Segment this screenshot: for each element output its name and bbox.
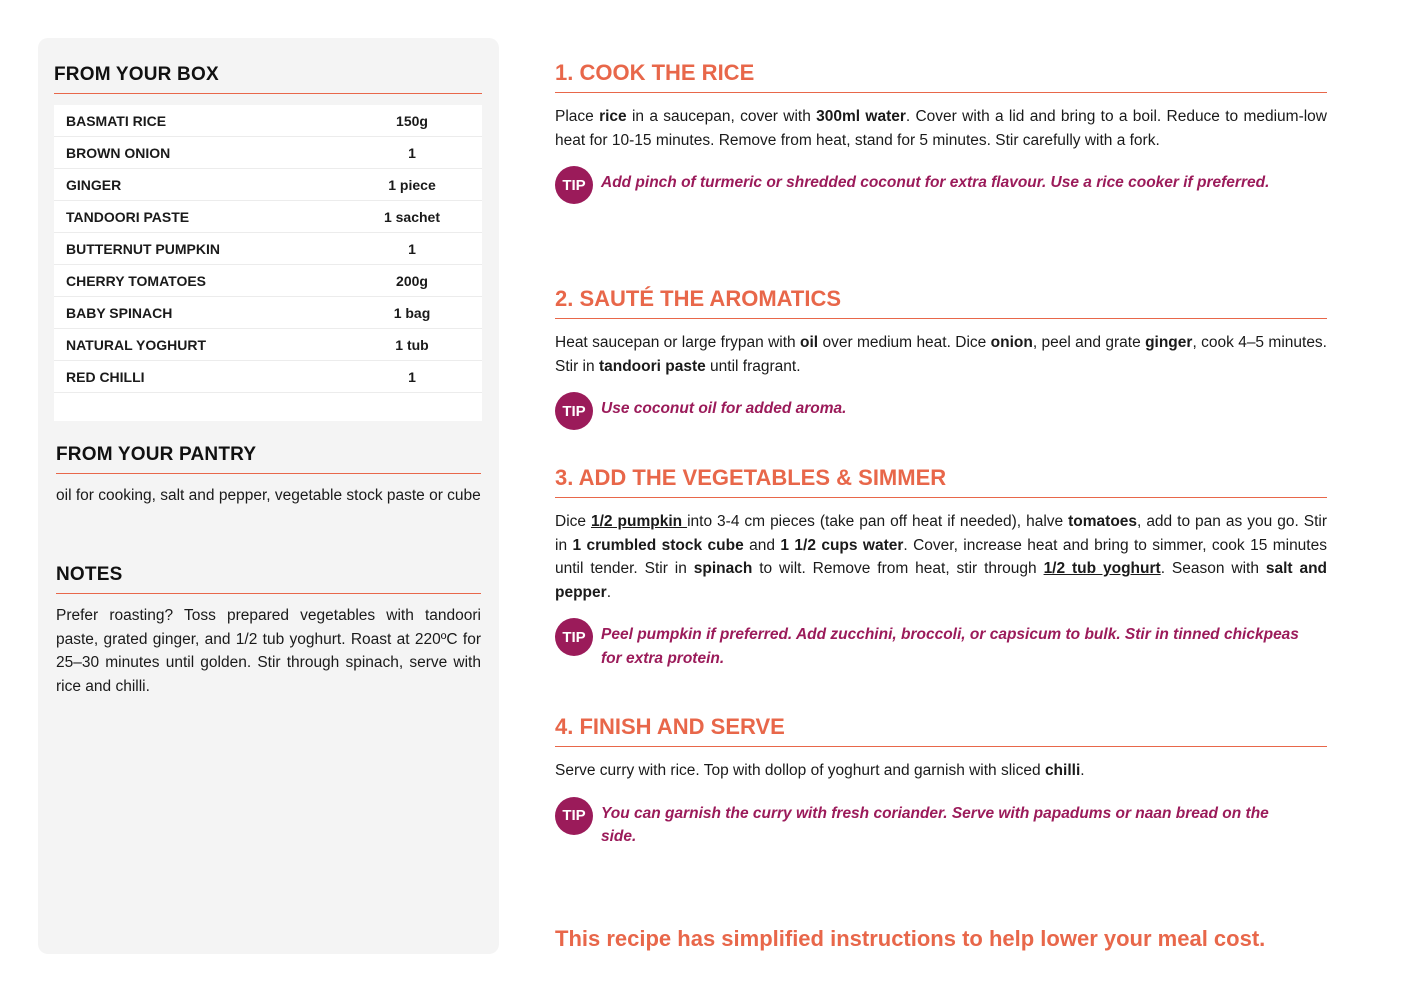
emphasis-text: onion [990,334,1033,351]
emphasis-text: 300ml water [816,108,906,125]
step-2 [555,286,1327,430]
body-text: into 3-4 cm pieces (take pan off heat if needed), halve [687,513,1069,530]
step-3 [555,465,1327,670]
emphasis-text: spinach [693,560,753,577]
body-text: and [743,536,781,554]
ingredient-row [54,105,482,137]
tip [555,392,1327,430]
emphasis-text: ginger [1145,334,1193,351]
body-text: in a saucepan, cover with [626,108,817,125]
ingredient-row [54,265,482,297]
ingredient-qty: 1 bag [393,304,431,321]
emphasis-text: 1 crumbled stock cube [572,536,744,554]
step-body [555,759,1327,783]
ingredient-qty: 1 piece [388,176,436,193]
body-text: Heat saucepan or large frypan with [555,334,800,351]
tip [555,166,1327,204]
body-text: Serve curry with rice. Top with dollop of yoghurt and garnish with sliced [555,762,1045,779]
tip-text: Add pinch of turmeric or shredded coconut for extra flavour. Use a rice cooker if preferred. [601,174,1270,191]
ingredient-row [54,169,482,201]
step-1 [555,60,1327,204]
body-text: until fragrant. [705,357,801,375]
body-text: . [1080,762,1085,779]
body-text: Dice [555,513,591,530]
emphasis-text: oil [800,334,819,351]
ingredient-name: BROWN ONION [66,144,171,161]
ingredient-name: BUTTERNUT PUMPKIN [66,240,220,257]
ingredient-row [54,201,482,233]
body-text: . Cover, increase heat and bring to simmer, cook 15 minutes until tender. Stir in [555,536,1327,577]
ingredient-qty: 1 sachet [383,208,441,225]
ingredient-row [54,297,482,329]
ingredient-row [54,361,482,393]
tip-text: Use coconut oil for added aroma. [601,400,847,417]
ingredient-name: GINGER [66,176,122,193]
body-text: to wilt. Remove from heat, stir through [752,560,1044,577]
ingredient-row [54,329,482,361]
body-text: . Cover with a lid and bring to a boil. Reduce to medium-low heat for 10-15 minutes. Remove from heat, stand for 5 minutes. Stir carefully with a fork. [555,108,1327,149]
ingredient-name: RED CHILLI [66,368,145,385]
from-your-pantry-title: FROM YOUR PANTRY [56,444,481,474]
step-body [555,331,1327,378]
body-text: Place [555,108,600,125]
step-body [555,510,1327,604]
step-body [555,105,1327,152]
body-text: . [606,583,611,601]
ingredient-qty: 200g [396,272,428,289]
notes-title: NOTES [56,564,481,594]
ingredient-qty: 1 tub [395,336,429,353]
step-4 [555,714,1327,849]
step-title: 1. COOK THE RICE [555,60,1327,93]
body-text: , add to pan as you go. Stir in [555,513,1327,554]
ingredient-name: BASMATI RICE [66,112,167,129]
from-your-box-section [54,64,482,421]
emphasis-text: 1/2 pumpkin [590,513,688,530]
ingredient-qty: 1 [408,368,416,385]
ingredient-name: CHERRY TOMATOES [66,272,207,289]
step-title: 3. ADD THE VEGETABLES & SIMMER [555,465,1327,498]
pantry-text: oil for cooking, salt and pepper, vegetable stock paste or cube [56,487,481,504]
emphasis-text: tomatoes [1068,513,1138,530]
ingredient-row [54,233,482,265]
ingredient-row [54,137,482,169]
tip-badge-icon: TIP [555,166,593,204]
notes-section [56,564,481,698]
body-text: , peel and grate [1032,334,1146,351]
tip [555,618,1327,670]
emphasis-text: rice [599,108,627,125]
tip-badge-icon: TIP [555,392,593,430]
step-title: 4. FINISH AND SERVE [555,714,1327,747]
body-text: , cook 4–5 minutes. Stir in [555,334,1327,375]
footer-note: This recipe has simplified instructions to help lower your meal cost. [555,926,1266,951]
ingredients-table [54,105,482,421]
body-text: over medium heat. Dice [818,334,991,351]
tip-text: Peel pumpkin if preferred. Add zucchini, broccoli, or capsicum to bulk. Stir in tinned chickpeas for extra protein. [601,626,1299,667]
ingredient-qty: 150g [396,112,428,129]
ingredient-name: TANDOORI PASTE [66,208,190,225]
ingredient-qty: 1 [408,144,416,161]
emphasis-text: tandoori paste [598,357,706,375]
ingredient-name: BABY SPINACH [66,304,173,321]
body-text: . Season with [1160,560,1266,577]
emphasis-text: salt and pepper [555,560,1328,601]
notes-text: Prefer roasting? Toss prepared vegetables with tandoori paste, grated ginger, and 1/2 tub yoghurt. Roast at 220ºC for 25–30 minutes until golden. Stir through spinach, serve with rice and chilli. [56,607,481,695]
ingredient-name: NATURAL YOGHURT [66,336,206,353]
ingredients-panel [38,38,499,954]
tip-badge-icon: TIP [555,797,593,835]
ingredient-qty: 1 [408,240,416,257]
emphasis-text: chilli [1044,762,1081,779]
tip-text: You can garnish the curry with fresh coriander. Serve with papadums or naan bread on the side. [601,804,1269,845]
tip-badge-icon: TIP [555,618,593,656]
emphasis-text: 1 1/2 cups water [780,536,904,554]
tip [555,797,1327,849]
from-your-pantry-section [56,444,481,508]
emphasis-text: 1/2 tub yoghurt [1043,560,1161,577]
from-your-box-title: FROM YOUR BOX [54,64,482,94]
step-title: 2. SAUTÉ THE AROMATICS [555,286,1327,319]
